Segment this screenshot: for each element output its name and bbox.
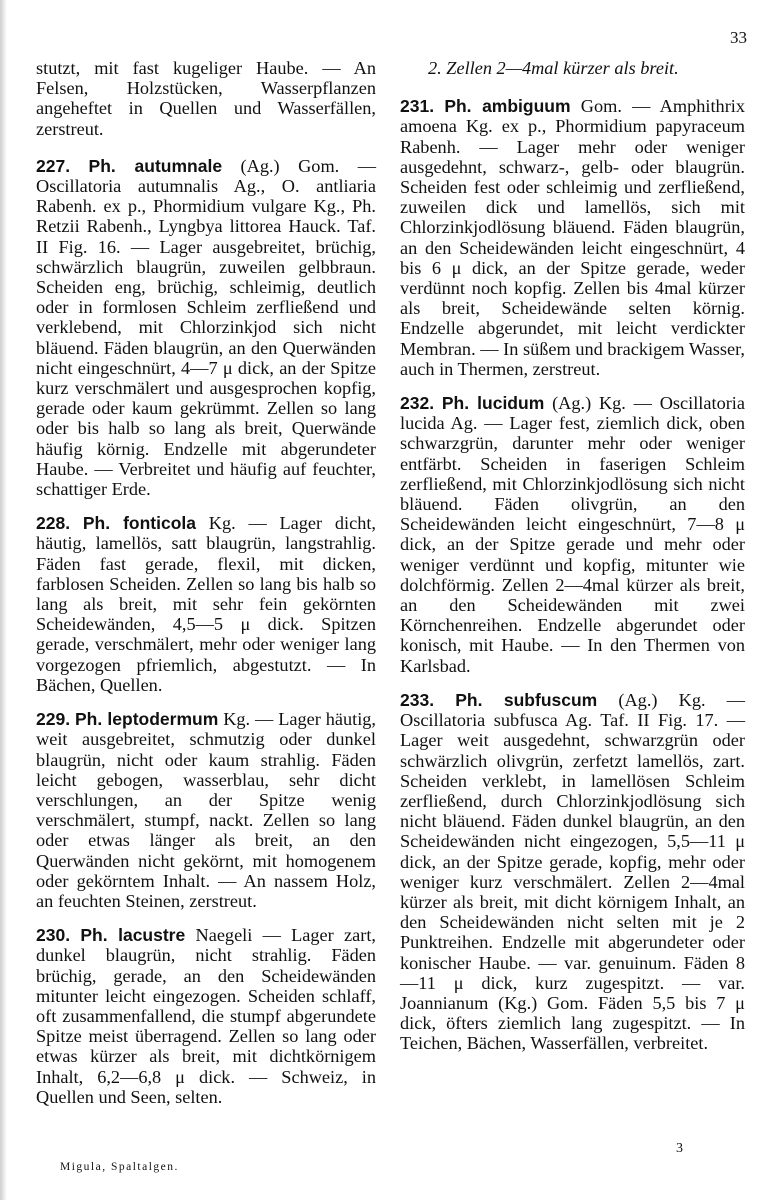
entry-text: (Ag.) Gom. — Oscillatoria autumnalis Ag., O. antliaria Rabenh. ex p., Phormidium vulgare Kg., Ph. Retzii Rabenh., Lyngbya littorea Hauck. Taf. II Fig. 16. — Lager ausgebreitet, brüchig, schwärzlich blaugrün, zuweilen gelbbraun. Scheiden eng, brüchig, schleimig, deutlich oder in formlosen Schleim zerfließend und verklebend, mit Chlorzinkjod sich nicht bläuend. Fäden blaugrün, an den Querwänden nicht eingeschnürt, 4—7 μ dick, an der Spitze kurz verschmälert und ausgesprochen kopfig, gerade oder kaum gekrümmt. Zellen so lang oder bis halb so lang als breit, Querwände häufig körnig. Endzelle mit abgerundeter Haube. — Verbreitet und häufig auf feuchter, schattiger Erde. <box>36 155 376 500</box>
entry-number: 231. <box>400 96 435 117</box>
sheet-number: 3 <box>676 1141 683 1156</box>
entry-number: 229. <box>36 709 71 730</box>
section-subheading: 2. Zellen 2—4mal kürzer als breit. <box>428 58 679 78</box>
continuation-text: stutzt, mit fast kugeliger Haube. — An Felsen, Holzstücken, Wasserpflanzen angeheftet in Quellen und Wasserfällen, zerstreut. <box>36 58 376 139</box>
entry-number: 232. <box>400 393 435 414</box>
page-number: 33 <box>730 28 747 47</box>
entry-233 <box>400 690 745 1054</box>
entry-text: Kg. — Lager dicht, häutig, lamellös, satt blaugrün, langstrahlig. Fäden fast gerade, flexil, mit dicken, farblosen Scheiden. Zellen so lang bis halb so lang als breit, mit sehr fein gekörnten Scheidewänden, 4,5—5 μ dick. Spitzen gerade, verschmälert, mehr oder weniger lang vorgezogen pfriemlich, abgestutzt. — In Bächen, Quellen. <box>36 513 376 695</box>
entry-231 <box>400 96 745 379</box>
entry-232 <box>400 393 745 676</box>
species-name: Ph. ambiguum <box>444 96 571 117</box>
entry-text: Kg. — Lager häutig, weit ausgebreitet, schmutzig oder dunkel blaugrün, nicht oder kaum strahlig. Fäden leicht gebogen, wasserblau, sehr dicht verschlungen, an der Spitze wenig verschmälert, stumpf, nackt. Zellen so lang oder etwas länger als breit, an den Querwänden nicht gekörnt, mit homogenem oder gekörntem Inhalt. — An nassem Holz, an feuchten Steinen, zerstreut. <box>36 709 377 911</box>
species-name: Ph. subfuscum <box>455 689 598 710</box>
entry-number: 227. <box>36 155 71 176</box>
entry-227 <box>36 156 376 499</box>
right-column <box>400 58 745 1068</box>
entry-text: Gom. — Amphithrix amoena Kg. ex p., Phormidium papyraceum Rabenh. — Lager mehr oder weniger ausgedehnt, schwarz-, gelb- oder blaugrün. Scheiden fest oder schleimig und zerfließend, zuweilen dick und lamellös, sich mit Chlorzinkjodlösung bläuend. Fäden blaugrün, an den Scheidewänden leicht eingeschnürt, 4 bis 6 μ dick, an der Spitze gerade, weder verdünnt noch kopfig. Zellen bis 4mal kürzer als breit, Scheidewände selten körnig. Endzelle abgerundet, mit leicht verdickter Membran. — In süßem und brackigem Wasser, auch in Thermen, zerstreut. <box>400 96 745 379</box>
entry-number: 230. <box>36 925 71 946</box>
entry-230 <box>36 925 376 1107</box>
species-name: Ph. autumnale <box>88 155 223 176</box>
entry-229 <box>36 709 376 911</box>
species-name: Ph. fonticola <box>82 513 197 534</box>
species-name: Ph. lucidum <box>441 393 545 414</box>
species-name: Ph. lacustre <box>80 925 186 946</box>
entry-228 <box>36 513 376 695</box>
entry-text: (Ag.) Kg. — Oscillatoria subfusca Ag. Taf. II Fig. 17. — Lager weit ausgedehnt, schwarzgrün oder schwärzlich olivgrün, zerfetzt lamellös, zart. Scheiden verklebt, in lamellösen Schleim zerfließend, durch Chlorzinkjodlösung sich nicht bläuend. Fäden dunkel blaugrün, an den Scheidewänden nicht eingezogen, 5,5—11 μ dick, an der Spitze gerade, kopfig, mehr oder weniger kurz verschmälert. Zellen 2—4mal kürzer als breit, mit dicht körnigem Inhalt, an den Scheidewänden nicht selten mit je 2 Punktreihen. Endzelle mit abgerundeter oder konischer Haube. — var. genuinum. Fäden 8—11 μ dick, kurz zugespitzt. — var. Joannianum (Kg.) Gom. Fäden 5,5 bis 7 μ dick, öfters ziemlich lang zugespitzt. — In Teichen, Bächen, Wasserfällen, verbreitet. <box>400 689 745 1054</box>
entry-text: (Ag.) Kg. — Oscillatoria lucida Ag. — Lager fest, ziemlich dick, oben schwarzgrün, darunter mehr oder weniger entfärbt. Scheiden in faserigen Schleim zerfließend, mit Chlorzinkjodlösung sich nicht bläuend. Fäden olivgrün, an den Scheidewänden leicht eingeschnürt, 7—8 μ dick, an der Spitze gerade und mehr oder weniger verdünnt und kopfig, mitunter wie dolchförmig. Zellen 2—4mal kürzer als breit, an den Scheidewänden mit zwei Körnchenreihen. Endzelle abgerundet oder konisch, mit Haube. — In den Thermen von Karlsbad. <box>400 393 745 676</box>
left-column <box>36 58 376 1121</box>
entry-text: Naegeli — Lager zart, dunkel blaugrün, nicht strahlig. Fäden brüchig, gerade, an den Scheidewänden mitunter leicht eingezogen. Scheiden schlaff, oft zusammenfallend, die stumpf abgerundete Spitze meist überragend. Zellen so lang oder etwas kürzer als breit, mit dichtkörnigem Inhalt, 6,2—6,8 μ dick. — Schweiz, in Quellen und Seen, selten. <box>36 925 376 1107</box>
species-name: Ph. leptodermum <box>74 709 219 730</box>
entry-number: 233. <box>400 689 435 710</box>
entry-number: 228. <box>36 513 71 534</box>
footer-signature: Migula, Spaltalgen. <box>60 1161 179 1173</box>
page-edge-shadow <box>0 0 7 1200</box>
